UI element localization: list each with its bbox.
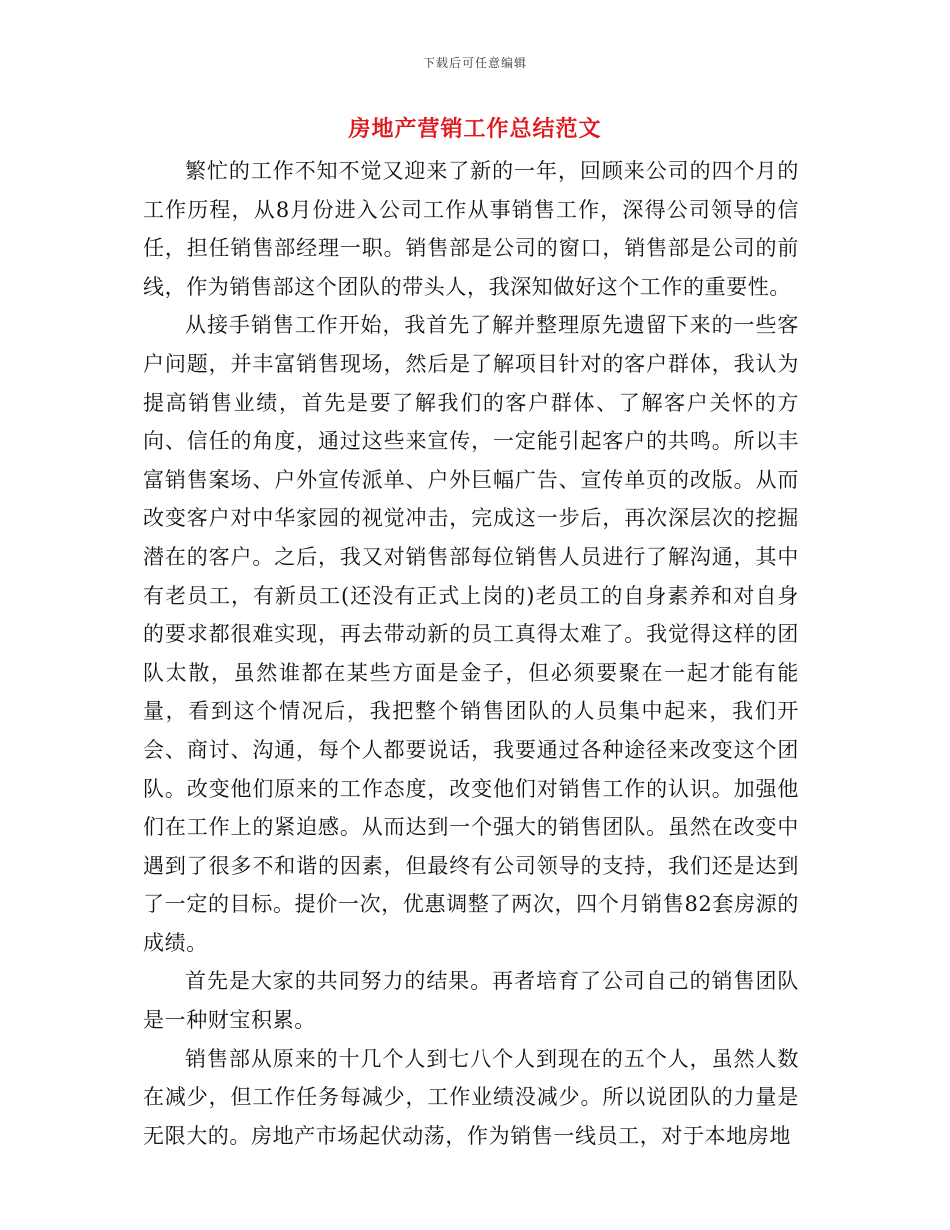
document-body <box>143 152 799 1155</box>
paragraph: 首先是大家的共同努力的结果。再者培育了公司自己的销售团队是一种财宝积累。 <box>143 969 799 1033</box>
paragraph: 繁忙的工作不知不觉又迎来了新的一年，回顾来公司的四个月的工作历程，从8月份进入公司工作从事销售工作，深得公司领导的信任，担任销售部经理一职。销售部是公司的窗口，销售部是公司的前线，作为销售部这个团队的带头人，我深知做好这个工作的重要性。 <box>143 159 799 299</box>
document-title: 房地产营销工作总结范文 <box>348 116 602 142</box>
paragraph: 从接手销售工作开始，我首先了解并整理原先遗留下来的一些客户问题，并丰富销售现场，然后是了解项目针对的客户群体，我认为提高销售业绩，首先是要了解我们的客户群体、了解客户关怀的方向、信任的角度，通过这些来宣传，一定能引起客户的共鸣。所以丰富销售案场、户外宣传派单、户外巨幅广告、宣传单页的改版。从而改变客户对中华家园的视觉冲击，完成这一步后，再次深层次的挖掘潜在的客户。之后，我又对销售部每位销售人员进行了解沟通，其中有老员工，有新员工(还没有正式上岗的)老员工的自身素养和对自身的要求都很难实现，再去带动新的员工真得太难了。我觉得这样的团队太散，虽然谁都在某些方面是金子，但必须要聚在一起才能有能量，看到这个情况后，我把整个销售团队的人员集中起来，我们开会、商讨、沟通，每个人都要说话，我要通过各种途径来改变这个团队。改变他们原来的工作态度，改变他们对销售工作的认识。加强他们在工作上的紧迫感。从而达到一个强大的销售团队。虽然在改变中遇到了很多不和谐的因素，但最终有公司领导的支持，我们还是达到了一定的目标。提价一次，优惠调整了两次，四个月销售82套房源的成绩。 <box>143 313 799 955</box>
paragraph: 销售部从原来的十几个人到七八个人到现在的五个人，虽然人数在减少，但工作任务每减少，工作业绩没减少。所以说团队的力量是无限大的。房地产市场起伏动荡，作为销售一线员工，对于本地房地 <box>143 1046 799 1148</box>
header-note: 下载后可任意编辑 <box>422 56 527 70</box>
